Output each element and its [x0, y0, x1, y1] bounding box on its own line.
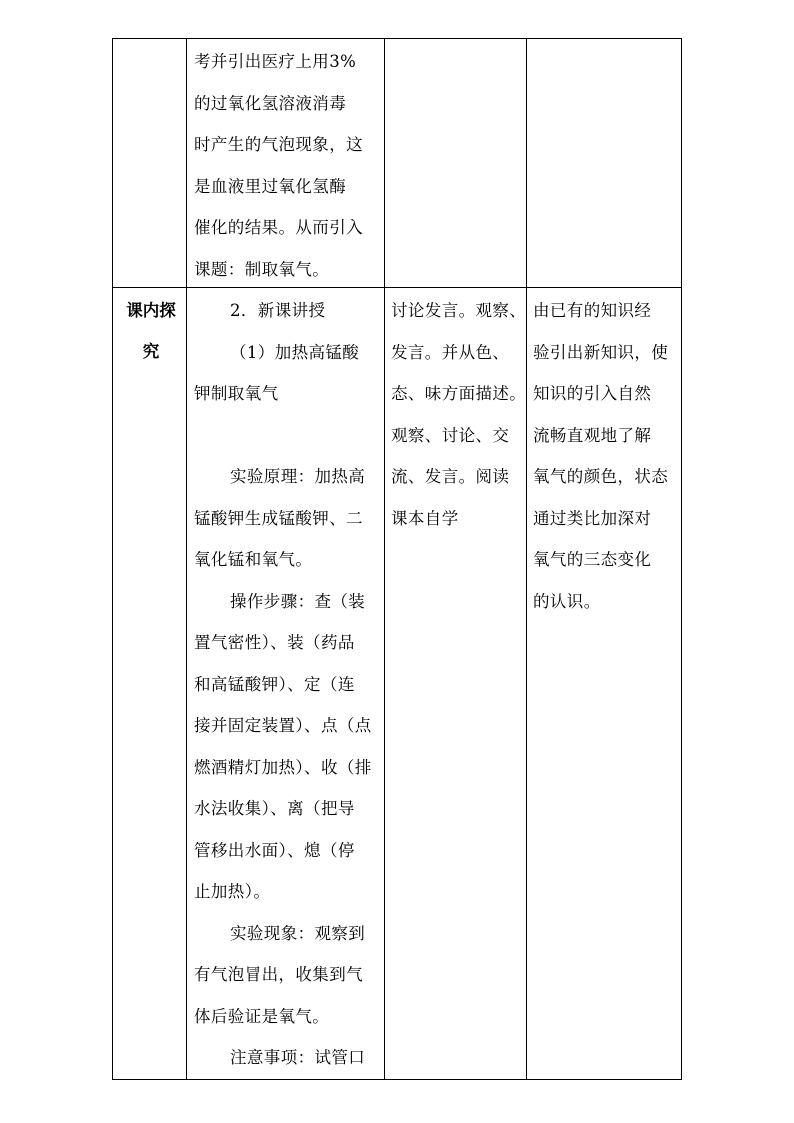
teacher-activity-cell — [194, 290, 380, 1079]
teacher-line-16: 实验现象：观察到 — [230, 923, 366, 943]
teacher-line-9: 置气密性）、装（药品 — [194, 633, 355, 652]
teacher-line-14: 管移出水面）、熄（停 — [194, 840, 355, 860]
row1-line-4: 是血液里过氧化氢酶 — [194, 176, 347, 196]
intent-line-6: 通过类比加深对 — [533, 508, 652, 528]
intent-line-5: 氧气的颜色，状态 — [533, 467, 669, 486]
teacher-line-12: 燃酒精灯加热）、收（排 — [194, 757, 372, 777]
intent-line-1: 由已有的知识经 — [533, 301, 652, 320]
teacher-line-1: 2．新课讲授 — [230, 301, 326, 320]
row1-line-2: 的过氧化氢溶液消毒 — [194, 93, 347, 113]
row1-line-5: 催化的结果。从而引入 — [194, 218, 363, 237]
table-border-bottom — [112, 1079, 682, 1080]
column-divider-1 — [186, 38, 187, 1080]
student-line-6: 课本自学 — [391, 508, 459, 528]
stage-label-line-2: 究 — [142, 342, 160, 361]
teacher-line-17: 有气泡冒出，收集到气 — [194, 965, 363, 984]
table-border-right — [681, 38, 682, 1080]
student-line-1: 讨论发言。观察、 — [391, 301, 527, 320]
teacher-line-4 — [194, 415, 380, 457]
stage-label — [118, 290, 184, 372]
student-line-5: 流、发言。阅读 — [391, 467, 510, 486]
teacher-line-19: 注意事项：试管口 — [230, 1048, 366, 1067]
table-border-top — [112, 38, 682, 39]
column-divider-2 — [384, 38, 385, 1080]
teacher-line-13: 水法收集）、离（把导 — [194, 799, 355, 818]
teacher-line-7: 氧化锰和氧气。 — [194, 550, 313, 569]
intent-line-4: 流畅直观地了解 — [533, 425, 652, 445]
intent-line-8: 的认识。 — [533, 591, 601, 611]
teacher-line-5: 实验原理：加热高 — [230, 467, 366, 486]
table-border-left — [112, 38, 113, 1080]
teacher-line-8: 操作步骤：查（装 — [230, 591, 366, 611]
teacher-line-11: 接并固定装置）、点（点 — [194, 716, 372, 735]
teacher-line-3: 钾制取氧气 — [194, 384, 279, 403]
row1-line-6: 课题：制取氧气。 — [194, 259, 330, 279]
teacher-line-2: （1）加热高锰酸 — [230, 342, 360, 362]
stage-label-line-1: 课内探 — [126, 301, 176, 320]
student-line-4: 观察、讨论、交 — [391, 425, 510, 445]
student-line-3: 态、味方面描述。 — [391, 384, 527, 403]
intent-line-7: 氧气的三态变化 — [533, 550, 652, 569]
student-activity-cell — [391, 290, 527, 539]
row1-content-cell — [194, 41, 380, 290]
student-line-2: 发言。并从色、 — [391, 342, 510, 362]
teacher-line-6: 锰酸钾生成锰酸钾、二 — [194, 508, 363, 528]
intent-line-2: 验引出新知识，使 — [533, 342, 669, 362]
design-intent-cell — [533, 290, 678, 622]
teacher-line-15: 止加热）。 — [194, 882, 271, 901]
teacher-line-10: 和高锰酸钾）、定（连 — [194, 674, 355, 694]
row1-line-3: 时产生的气泡现象，这 — [194, 135, 363, 154]
intent-line-3: 知识的引入自然 — [533, 384, 652, 403]
column-divider-3 — [526, 38, 527, 1080]
row1-line-1: 考并引出医疗上用3% — [194, 52, 357, 71]
teacher-line-18: 体后验证是氧气。 — [194, 1006, 330, 1026]
